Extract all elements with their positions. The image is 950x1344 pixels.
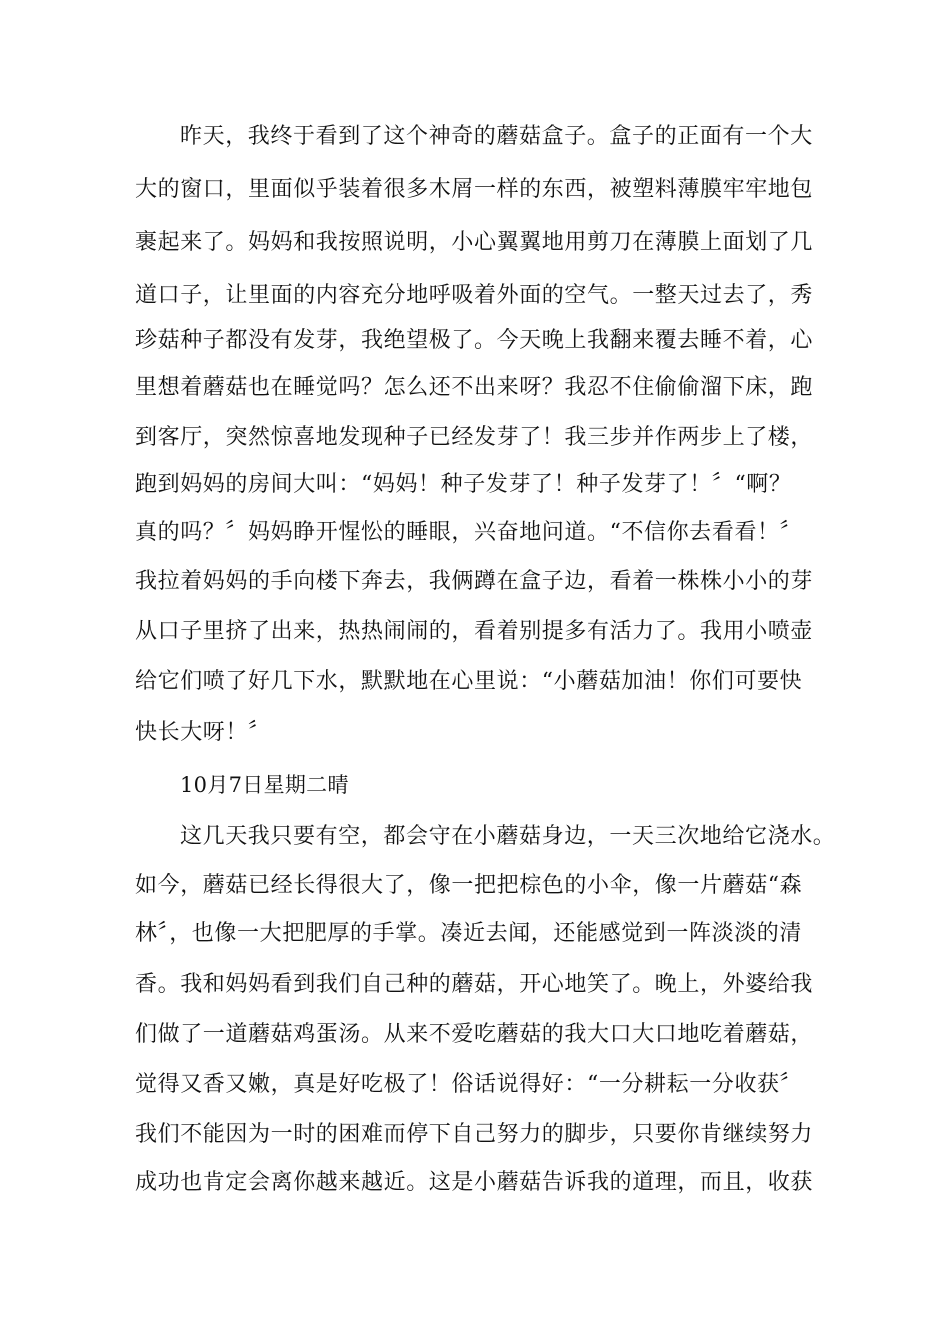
paragraph-2-line-7: 我们不能因为一时的困难而停下自己努力的脚步，只要你肯继续努力 — [135, 1122, 814, 1147]
paragraph-2-line-4: 香。我和妈妈看到我们自己种的蘑菇，开心地笑了。晚上，外婆给我 — [135, 972, 814, 997]
paragraph-1-line-6: 里想着蘑菇也在睡觉吗？怎么还不出来呀？我忍不住偷偷溜下床，跑 — [135, 375, 814, 400]
paragraph-2-line-1: 这几天我只要有空，都会守在小蘑菇身边，一天三次地给它浇水。 — [180, 824, 836, 849]
paragraph-1-line-13: 快长大呀！〞 — [135, 720, 271, 745]
paragraph-2-line-6: 觉得又香又嫩，真是好吃极了！俗话说得好：“一分耕耘一分收获〞 — [135, 1072, 803, 1097]
paragraph-2-line-5: 们做了一道蘑菇鸡蛋汤。从来不爱吃蘑菇的我大口大口地吃着蘑菇， — [135, 1022, 814, 1047]
paragraph-1-line-11: 从口子里挤了出来，热热闹闹的，看着别提多有活力了。我用小喷壶 — [135, 619, 814, 644]
paragraph-1-line-2: 大的窗口，里面似乎装着很多木屑一样的东西，被塑料薄膜牢牢地包 — [135, 177, 814, 202]
paragraph-1-line-4: 道口子，让里面的内容充分地呼吸着外面的空气。一整天过去了，秀 — [135, 283, 814, 308]
paragraph-1-line-7: 到客厅，突然惊喜地发现种子已经发芽了！我三步并作两步上了楼， — [135, 425, 814, 450]
paragraph-1-line-3: 裹起来了。妈妈和我按照说明，小心翼翼地用剪刀在薄膜上面划了几 — [135, 230, 814, 255]
paragraph-2-line-2: 如今，蘑菇已经长得很大了，像一把把棕色的小伞，像一片蘑菇“森 — [135, 873, 803, 898]
paragraph-1-line-12: 给它们喷了好几下水，默默地在心里说：“小蘑菇加油！你们可要快 — [135, 669, 803, 694]
paragraph-1-line-8: 跑到妈妈的房间大叫：“妈妈！种子发芽了！种子发芽了！〞“啊？ — [135, 472, 792, 497]
paragraph-1-line-5: 珍菇种子都没有发芽，我绝望极了。今天晚上我翻来覆去睡不着，心 — [135, 328, 814, 353]
diary-date-heading: 10月7日星期二晴 — [180, 773, 349, 797]
paragraph-2-line-8: 成功也肯定会离你越来越近。这是小蘑菇告诉我的道理，而且，收获 — [135, 1170, 814, 1195]
paragraph-1-line-10: 我拉着妈妈的手向楼下奔去，我俩蹲在盒子边，看着一株株小小的芽 — [135, 569, 814, 594]
paragraph-1-line-1: 昨天，我终于看到了这个神奇的蘑菇盒子。盒子的正面有一个大 — [180, 124, 813, 149]
paragraph-1-line-9: 真的吗？〞妈妈睁开惺忪的睡眼，兴奋地问道。“不信你去看看！〞 — [135, 520, 803, 545]
paragraph-2-line-3: 林〞，也像一大把肥厚的手掌。凑近去闻，还能感觉到一阵淡淡的清 — [135, 921, 803, 946]
